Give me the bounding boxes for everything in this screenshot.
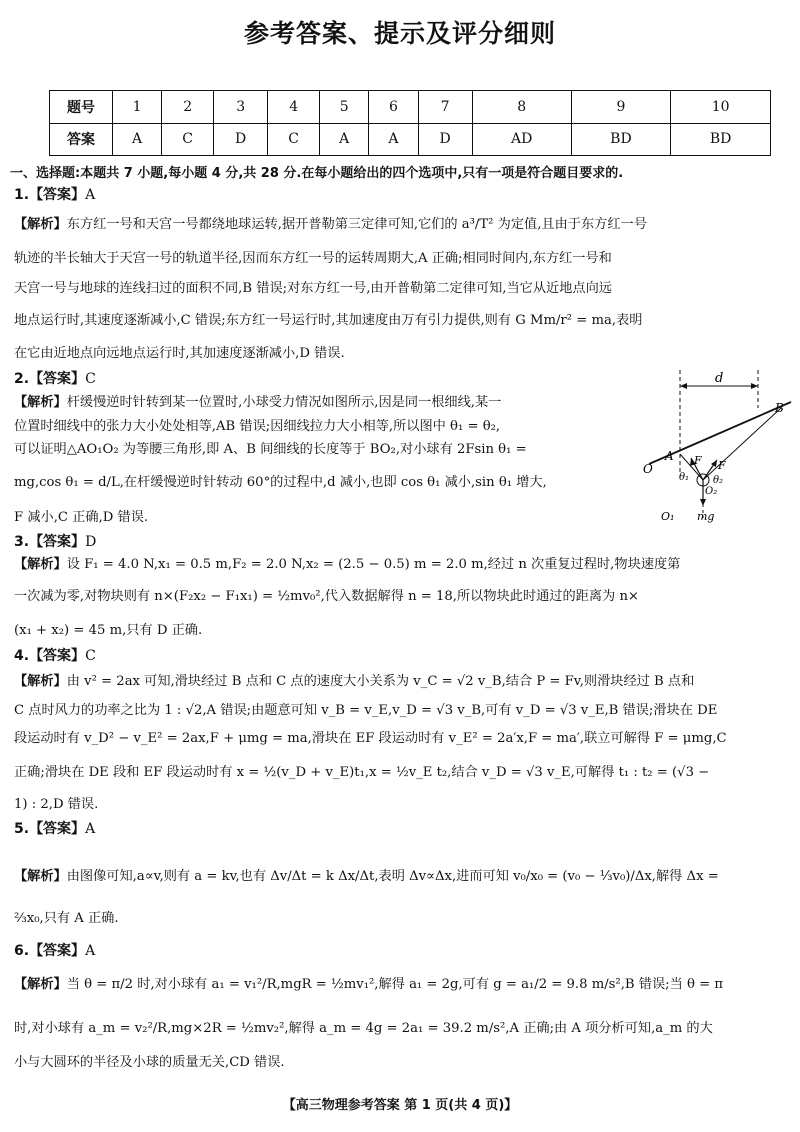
question-2-analysis-line: F 减小,C 正确,D 错误. — [14, 510, 149, 525]
label-f-left: F — [694, 454, 702, 467]
table-header-answer: 答案 — [50, 123, 113, 156]
label-o1: O₁ — [661, 510, 675, 523]
table-cell: D — [214, 123, 268, 156]
question-1-analysis-line: 轨迹的半长轴大于天宫一号的轨道半径,因而东方红一号的运转周期大,A 正确;相同时间内,东方红一号和 — [14, 251, 612, 266]
section-heading: 一、选择题:本题共 7 小题,每小题 4 分,共 28 分.在每小题给出的四个选项中,只有一项是符合题目要求的. — [10, 166, 624, 181]
question-1-analysis-line: 天宫一号与地球的连线扫过的面积不同,B 错误;对东方红一号,由开普勒第二定律可知,当它从近地点向远 — [14, 281, 612, 296]
table-cell: A — [369, 123, 418, 156]
table-cell: 2 — [162, 91, 214, 124]
table-cell: 4 — [268, 91, 320, 124]
question-1-analysis-line: 在它由近地点向远地点运行时,其加速度逐渐减小,D 错误. — [14, 346, 345, 361]
question-6-analysis-line: 【解析】当 θ = π/2 时,对小球有 a₁ = v₁²/R,mgR = ½mv₁²,解得 a₁ = 2g,可有 g = a₁/2 = 9.8 m/s²,B 错误;当 θ = π — [14, 977, 724, 992]
label-a: A — [665, 449, 674, 463]
table-row — [50, 123, 771, 156]
question-4-analysis-line: 【解析】由 v² = 2ax 可知,滑块经过 B 点和 C 点的速度大小关系为 v_C = √2 v_B,结合 P = Fv,则滑块经过 B 点和 — [14, 674, 695, 689]
question-4-analysis-line: C 点时风力的功率之比为 1 : √2,A 错误;由题意可知 v_B = v_E,v_D = √3 v_B,可有 v_D = √3 v_E,B 错误;滑块在 DE — [14, 703, 718, 718]
table-cell: 8 — [472, 91, 571, 124]
force-diagram — [643, 368, 793, 533]
question-2-analysis-line: 可以证明△AO₁O₂ 为等腰三角形,即 A、B 间细线的长度等于 BO₂,对小球有 2Fsin θ₁ = — [14, 442, 527, 457]
question-4-analysis-line: 正确;滑块在 DE 段和 EF 段运动时有 x = ½(v_D + v_E)t₁,x = ½v_E t₂,结合 v_D = √3 v_E,可解得 t₁ : t₂ = (√3 − — [14, 765, 710, 780]
question-4-analysis-line: 段运动时有 v_D² − v_E² = 2ax,F + μmg = ma,滑块在 EF 段运动时有 v_E² = 2a′x,F = ma′,联立可解得 F = μmg,C — [14, 731, 727, 746]
question-2-answer: 2.【答案】C — [14, 371, 96, 387]
label-theta1: θ₁ — [679, 472, 690, 483]
question-5-answer: 5.【答案】A — [14, 821, 96, 837]
table-cell: 10 — [671, 91, 771, 124]
page-title: 参考答案、提示及评分细则 — [243, 19, 556, 48]
question-3-answer: 3.【答案】D — [14, 534, 97, 550]
table-cell: 5 — [320, 91, 369, 124]
question-2-analysis-line: 位置时细线中的张力大小处处相等,AB 错误;因细线拉力大小相等,所以图中 θ₁ = θ₂, — [14, 419, 501, 434]
label-o2: O₂ — [705, 486, 718, 497]
table-header-number: 题号 — [50, 91, 113, 124]
question-3-analysis-line: 一次减为零,对物块则有 n×(F₂x₂ − F₁x₁) = ½mv₀²,代入数据解得 n = 18,所以物块此时通过的距离为 n× — [14, 589, 639, 604]
question-3-analysis-line: (x₁ + x₂) = 45 m,只有 D 正确. — [14, 623, 203, 638]
label-f-right: F — [718, 459, 726, 472]
question-6-analysis-line: 时,对小球有 a_m = v₂²/R,mg×2R = ½mv₂²,解得 a_m = 4g = 2a₁ = 39.2 m/s²,A 正确;由 A 项分析可知,a_m 的大 — [14, 1021, 713, 1036]
label-theta2: θ₂ — [713, 475, 724, 486]
table-cell: BD — [671, 123, 771, 156]
label-o: O — [643, 462, 653, 476]
question-1-analysis-line: 地点运行时,其速度逐渐减小,C 错误;东方红一号运行时,其加速度由万有引力提供,则有 G Mm/r² = ma,表明 — [14, 313, 643, 328]
table-cell: 3 — [214, 91, 268, 124]
label-b: B — [775, 401, 784, 415]
table-cell: BD — [571, 123, 671, 156]
question-2-analysis-line: 【解析】杆缓慢逆时针转到某一位置时,小球受力情况如图所示,因是同一根细线,某一 — [14, 395, 502, 410]
page-footer: 【高三物理参考答案 第 1 页(共 4 页)】 — [282, 1098, 518, 1113]
table-cell: D — [418, 123, 472, 156]
question-4-analysis-line: 1) : 2,D 错误. — [14, 797, 99, 812]
label-d: d — [715, 371, 724, 386]
table-cell: 7 — [418, 91, 472, 124]
table-cell: 1 — [113, 91, 162, 124]
question-3-analysis-line: 【解析】设 F₁ = 4.0 N,x₁ = 0.5 m,F₂ = 2.0 N,x₂ = (2.5 − 0.5) m = 2.0 m,经过 n 次重复过程时,物块速度第 — [14, 557, 681, 572]
label-mg: mg — [697, 510, 715, 523]
question-5-analysis-line: 【解析】由图像可知,a∝v,则有 a = kv,也有 Δv/Δt = k Δx/Δt,表明 Δv∝Δx,进而可知 v₀/x₀ = (v₀ − ⅓v₀)/Δx,解得 Δx = — [14, 869, 719, 884]
table-cell: 6 — [369, 91, 418, 124]
table-cell: C — [162, 123, 214, 156]
table-cell: A — [113, 123, 162, 156]
question-6-analysis-line: 小与大圆环的半径及小球的质量无关,CD 错误. — [14, 1055, 285, 1070]
table-cell: AD — [472, 123, 571, 156]
question-4-answer: 4.【答案】C — [14, 648, 96, 664]
question-1-analysis-line: 【解析】东方红一号和天宫一号都绕地球运转,据开普勒第三定律可知,它们的 a³/T² 为定值,且由于东方红一号 — [14, 217, 647, 232]
table-cell: 9 — [571, 91, 671, 124]
table-row — [50, 91, 771, 124]
question-6-answer: 6.【答案】A — [14, 943, 96, 959]
question-5-analysis-line: ⅔x₀,只有 A 正确. — [14, 911, 119, 926]
question-2-analysis-line: mg,cos θ₁ = d/L,在杆缓慢逆时针转动 60°的过程中,d 减小,也即 cos θ₁ 减小,sin θ₁ 增大, — [14, 475, 547, 490]
question-1-answer: 1.【答案】A — [14, 187, 96, 203]
table-cell: C — [268, 123, 320, 156]
answer-table — [49, 90, 771, 156]
table-cell: A — [320, 123, 369, 156]
